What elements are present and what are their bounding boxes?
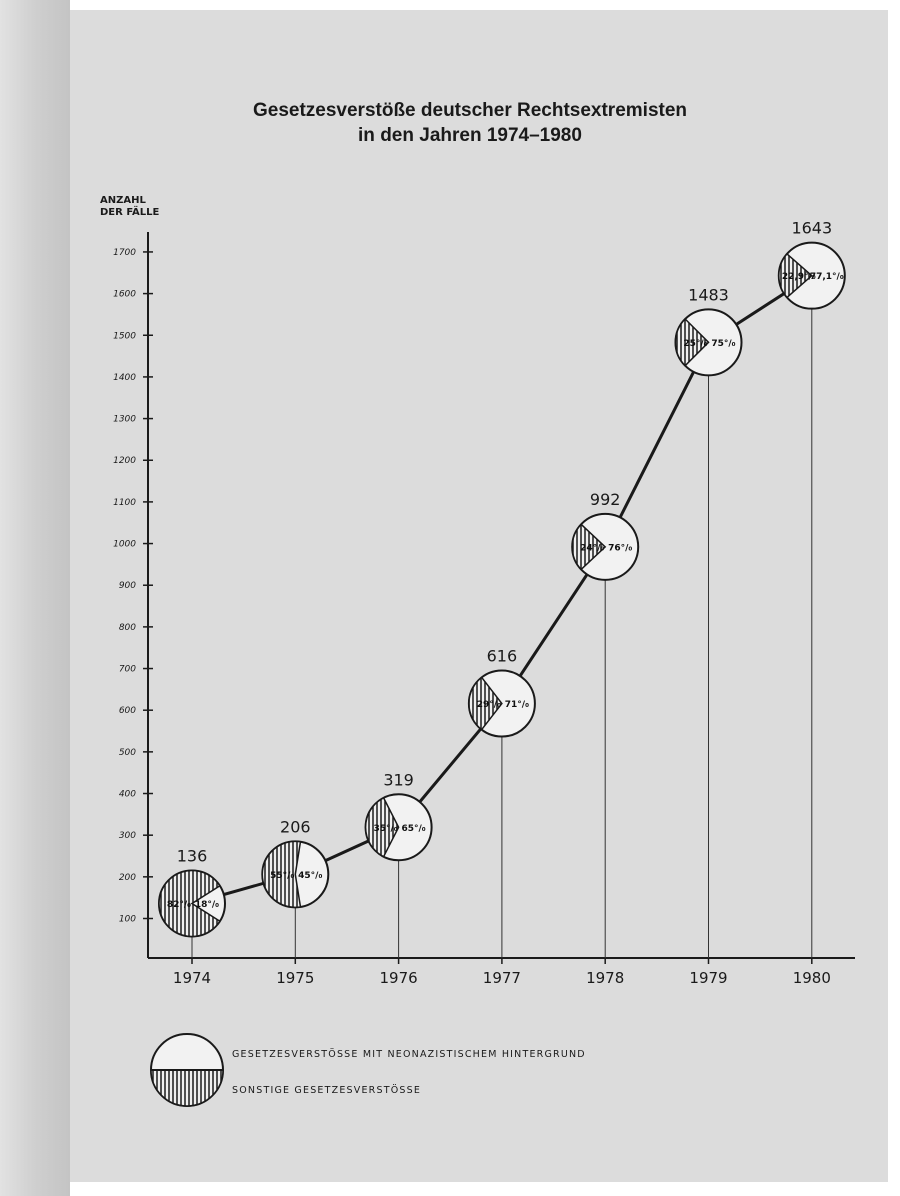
x-tick-label: 1975: [276, 969, 315, 987]
y-tick-label: 500: [118, 747, 136, 758]
chart-subtitle: in den Jahren 1974–1980: [358, 125, 582, 146]
y-tick-label: 400: [118, 789, 136, 800]
legend-item-hatched: SONSTIGE GESETZESVERSTÖSSE: [232, 1085, 422, 1096]
pie-other-percent: 22,9°/₀: [781, 272, 816, 283]
pie-neonazi-percent: 75°/₀: [711, 338, 736, 349]
pie-neonazi-percent: 65°/₀: [401, 823, 426, 834]
y-axis-label-line: ANZAHL: [100, 195, 146, 206]
y-tick-label: 300: [118, 831, 136, 842]
pie-neonazi-percent: 45°/₀: [298, 870, 323, 881]
pie-neonazi-percent: 71°/₀: [504, 700, 530, 711]
y-tick-label: 1700: [113, 247, 136, 258]
y-tick-label: 100: [118, 914, 136, 925]
y-tick-label: 900: [118, 581, 136, 592]
pie-other-percent: 82°/₀: [166, 900, 192, 911]
x-tick-label: 1979: [689, 969, 728, 987]
pie-neonazi-percent: 77,1°/₀: [809, 272, 844, 283]
x-tick-label: 1977: [482, 969, 521, 987]
y-tick-label: 1000: [113, 539, 136, 550]
value-label: 136: [176, 846, 208, 866]
y-axis-label-line: DER FÄLLE: [100, 207, 160, 218]
pie-neonazi-percent: 18°/₀: [194, 900, 220, 911]
pie-other-percent: 35°/₀: [373, 823, 398, 834]
value-label: 1643: [791, 218, 833, 238]
legend-item-plain: GESETZESVERSTÖSSE MIT NEONAZISTISCHEM HINTERGRUND: [232, 1049, 586, 1060]
y-tick-label: 1100: [113, 497, 136, 508]
pie-neonazi-percent: 76°/₀: [608, 543, 633, 554]
x-tick-label: 1976: [379, 969, 418, 987]
value-label: 1483: [688, 285, 729, 305]
value-label: 319: [383, 770, 414, 790]
y-tick-label: 800: [118, 622, 136, 633]
value-label: 206: [280, 817, 311, 837]
pie-other-percent: 29°/₀: [476, 700, 502, 711]
y-tick-label: 700: [118, 664, 136, 675]
value-label: 992: [589, 489, 621, 509]
pie-other-percent: 25°/₀: [683, 338, 708, 349]
y-tick-label: 1200: [113, 456, 136, 467]
value-label: 616: [486, 646, 518, 666]
y-tick-label: 600: [118, 706, 136, 717]
chart-title: Gesetzesverstöße deutscher Rechtsextremisten: [252, 100, 688, 121]
pie-other-percent: 55°/₀: [270, 870, 295, 881]
y-tick-label: 1400: [113, 372, 136, 383]
value-labels-group: [177, 219, 832, 866]
y-tick-label: 1600: [113, 289, 136, 300]
pie-other-percent: 24°/₀: [580, 543, 605, 554]
y-tick-label: 200: [118, 872, 136, 883]
x-tick-label: 1980: [792, 969, 831, 987]
legend-hatched-swatch: [151, 1070, 223, 1106]
x-tick-label: 1974: [172, 969, 212, 987]
y-tick-label: 1500: [113, 331, 136, 342]
axes-group: [100, 195, 855, 987]
legend: [151, 1034, 586, 1106]
x-tick-label: 1978: [586, 969, 625, 987]
y-tick-label: 1300: [113, 414, 136, 425]
